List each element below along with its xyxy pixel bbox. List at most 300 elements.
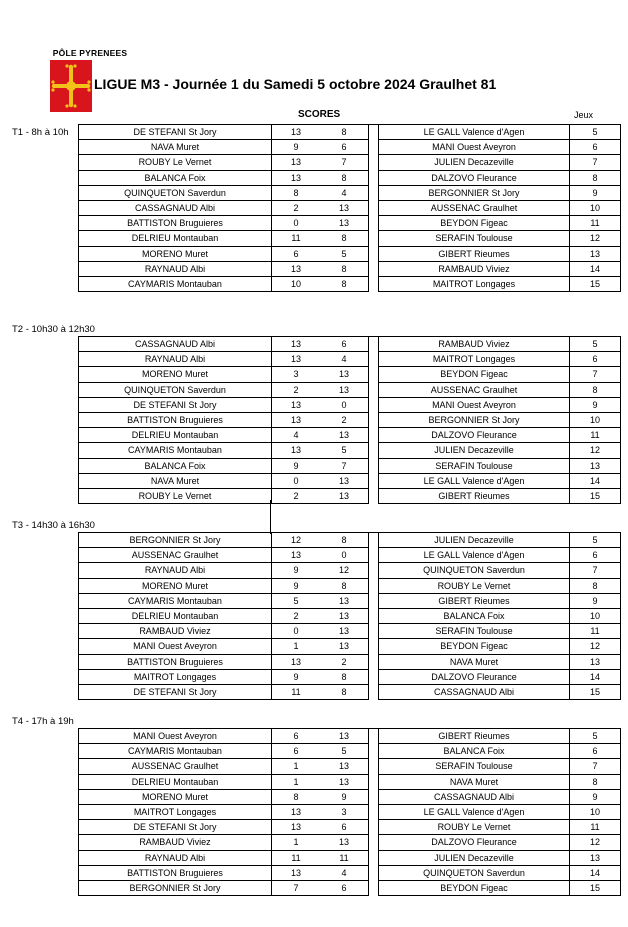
away-score: 8 [320,533,369,548]
away-score: 13 [320,759,369,774]
away-score: 4 [320,865,369,880]
home-score: 10 [272,276,321,291]
away-team: BERGONNIER St Jory [379,412,570,427]
away-team: SERAFIN Toulouse [379,624,570,639]
jeu-number: 12 [570,231,621,246]
spacer [369,578,379,593]
home-team: RAYNAUD Albi [79,352,272,367]
away-score: 4 [320,352,369,367]
home-team: CAYMARIS Montauban [79,276,272,291]
jeux-header: Jeux [574,110,594,120]
away-team: AUSSENAC Graulhet [379,200,570,215]
home-score: 0 [272,624,321,639]
spacer [369,533,379,548]
home-team: BATTISTON Bruguieres [79,865,272,880]
match-row [79,759,621,774]
spacer [369,352,379,367]
jeu-number: 5 [570,533,621,548]
spacer [369,669,379,684]
jeu-number: 12 [570,639,621,654]
match-row [79,397,621,412]
match-row [79,774,621,789]
home-score: 3 [272,367,321,382]
spacer [369,774,379,789]
match-row [79,850,621,865]
jeu-number: 9 [570,593,621,608]
away-team: MAITROT Longages [379,276,570,291]
jeu-number: 15 [570,880,621,895]
match-row [79,276,621,291]
away-team: NAVA Muret [379,654,570,669]
spacer [369,216,379,231]
away-team: DALZOVO Fleurance [379,835,570,850]
home-team: AUSSENAC Graulhet [79,548,272,563]
jeu-number: 11 [570,820,621,835]
spacer [369,835,379,850]
jeu-number: 5 [570,729,621,744]
away-team: LE GALL Valence d'Agen [379,125,570,140]
jeu-number: 7 [570,759,621,774]
away-team: DALZOVO Fleurance [379,669,570,684]
away-score: 13 [320,835,369,850]
home-score: 2 [272,382,321,397]
spacer [369,593,379,608]
jeu-number: 14 [570,865,621,880]
away-team: ROUBY Le Vernet [379,820,570,835]
jeu-number: 12 [570,835,621,850]
away-score: 13 [320,639,369,654]
home-team: MANI Ouest Aveyron [79,729,272,744]
spacer [369,337,379,352]
home-team: MANI Ouest Aveyron [79,639,272,654]
jeu-number: 8 [570,382,621,397]
away-score: 5 [320,443,369,458]
away-score: 8 [320,231,369,246]
home-score: 13 [272,443,321,458]
away-team: JULIEN Decazeville [379,155,570,170]
spacer [369,170,379,185]
match-row [79,337,621,352]
home-score: 11 [272,684,321,699]
home-score: 13 [272,548,321,563]
scores-header: SCORES [298,109,341,120]
away-team: JULIEN Decazeville [379,533,570,548]
away-score: 13 [320,488,369,503]
match-row [79,443,621,458]
away-team: MANI Ouest Aveyron [379,397,570,412]
home-team: ROUBY Le Vernet [79,155,272,170]
round-table [78,336,621,504]
away-score: 7 [320,458,369,473]
away-team: BEYDON Figeac [379,367,570,382]
spacer [369,744,379,759]
jeu-number: 13 [570,458,621,473]
home-score: 11 [272,231,321,246]
away-score: 8 [320,578,369,593]
spacer [369,865,379,880]
home-score: 5 [272,593,321,608]
home-score: 9 [272,140,321,155]
home-team: CAYMARIS Montauban [79,593,272,608]
jeu-number: 14 [570,261,621,276]
logo-text: PÔLE PYRENEES [52,48,128,58]
home-score: 8 [272,185,321,200]
spacer [369,140,379,155]
jeu-number: 7 [570,155,621,170]
away-team: GIBERT Rieumes [379,729,570,744]
spacer [369,367,379,382]
jeu-number: 8 [570,774,621,789]
match-row [79,428,621,443]
home-team: DE STEFANI St Jory [79,684,272,699]
home-team: MORENO Muret [79,578,272,593]
home-team: DELRIEU Montauban [79,231,272,246]
away-score: 5 [320,246,369,261]
spacer [369,639,379,654]
home-team: RAYNAUD Albi [79,563,272,578]
away-team: GIBERT Rieumes [379,246,570,261]
match-row [79,533,621,548]
home-score: 1 [272,639,321,654]
away-team: RAMBAUD Viviez [379,337,570,352]
spacer [369,276,379,291]
home-score: 4 [272,428,321,443]
spacer [369,684,379,699]
home-score: 8 [272,789,321,804]
away-team: LE GALL Valence d'Agen [379,548,570,563]
away-score: 6 [320,337,369,352]
home-score: 6 [272,744,321,759]
away-score: 13 [320,382,369,397]
away-score: 8 [320,125,369,140]
match-row [79,185,621,200]
home-score: 1 [272,835,321,850]
away-team: BEYDON Figeac [379,639,570,654]
home-team: ROUBY Le Vernet [79,488,272,503]
away-team: RAMBAUD Viviez [379,261,570,276]
away-team: DALZOVO Fleurance [379,428,570,443]
match-row [79,548,621,563]
jeu-number: 15 [570,276,621,291]
away-score: 13 [320,428,369,443]
away-team: BEYDON Figeac [379,880,570,895]
spacer [369,246,379,261]
home-score: 13 [272,654,321,669]
match-row [79,246,621,261]
away-team: GIBERT Rieumes [379,488,570,503]
away-score: 13 [320,774,369,789]
away-score: 6 [320,880,369,895]
away-team: GIBERT Rieumes [379,593,570,608]
round-table [78,532,621,700]
match-row [79,216,621,231]
home-score: 6 [272,246,321,261]
away-score: 5 [320,744,369,759]
away-score: 6 [320,820,369,835]
away-score: 13 [320,608,369,623]
home-team: BERGONNIER St Jory [79,533,272,548]
jeu-number: 5 [570,337,621,352]
home-team: DELRIEU Montauban [79,608,272,623]
spacer [369,880,379,895]
jeu-number: 6 [570,352,621,367]
jeu-number: 7 [570,563,621,578]
away-score: 4 [320,185,369,200]
match-row [79,125,621,140]
home-team: BATTISTON Bruguieres [79,216,272,231]
match-row [79,231,621,246]
home-team: DE STEFANI St Jory [79,820,272,835]
match-row [79,669,621,684]
spacer [369,231,379,246]
home-team: RAMBAUD Viviez [79,624,272,639]
spacer [369,729,379,744]
home-score: 9 [272,578,321,593]
home-team: RAYNAUD Albi [79,850,272,865]
jeu-number: 15 [570,684,621,699]
match-row [79,458,621,473]
round-table [78,728,621,896]
home-score: 13 [272,170,321,185]
match-row [79,382,621,397]
away-score: 6 [320,140,369,155]
match-row [79,624,621,639]
match-row [79,488,621,503]
match-row [79,804,621,819]
home-score: 2 [272,488,321,503]
home-team: DE STEFANI St Jory [79,397,272,412]
match-row [79,261,621,276]
page-title: LIGUE M3 - Journée 1 du Samedi 5 octobre 2024 Graulhet 81 [94,76,497,92]
away-team: SERAFIN Toulouse [379,458,570,473]
away-score: 0 [320,548,369,563]
spacer [369,428,379,443]
home-score: 0 [272,473,321,488]
away-team: QUINQUETON Saverdun [379,563,570,578]
jeu-number: 13 [570,850,621,865]
away-score: 13 [320,624,369,639]
match-row [79,200,621,215]
home-score: 13 [272,412,321,427]
spacer [369,261,379,276]
home-score: 13 [272,155,321,170]
jeu-number: 11 [570,216,621,231]
round-label: T4 - 17h à 19h [12,716,74,727]
home-score: 13 [272,397,321,412]
jeu-number: 7 [570,367,621,382]
home-score: 13 [272,261,321,276]
away-score: 8 [320,276,369,291]
home-team: CAYMARIS Montauban [79,443,272,458]
jeu-number: 14 [570,669,621,684]
home-team: MORENO Muret [79,246,272,261]
match-row [79,880,621,895]
away-score: 13 [320,729,369,744]
jeu-number: 9 [570,397,621,412]
spacer [369,458,379,473]
spacer [369,397,379,412]
jeu-number: 6 [570,140,621,155]
home-team: RAYNAUD Albi [79,261,272,276]
home-score: 11 [272,850,321,865]
match-row [79,865,621,880]
jeu-number: 13 [570,246,621,261]
spacer [369,488,379,503]
away-score: 13 [320,216,369,231]
match-row [79,367,621,382]
match-row [79,820,621,835]
jeu-number: 13 [570,654,621,669]
home-score: 13 [272,820,321,835]
jeu-number: 10 [570,200,621,215]
away-team: JULIEN Decazeville [379,443,570,458]
away-score: 2 [320,654,369,669]
spacer [369,759,379,774]
jeu-number: 10 [570,804,621,819]
round-label: T1 - 8h à 10h [12,127,69,138]
spacer [369,200,379,215]
match-row [79,140,621,155]
jeu-number: 8 [570,578,621,593]
home-score: 1 [272,774,321,789]
home-team: MAITROT Longages [79,804,272,819]
home-team: DE STEFANI St Jory [79,125,272,140]
away-score: 0 [320,397,369,412]
away-score: 13 [320,200,369,215]
away-team: DALZOVO Fleurance [379,170,570,185]
home-team: CASSAGNAUD Albi [79,337,272,352]
divider [270,500,271,534]
spacer [369,412,379,427]
away-score: 8 [320,170,369,185]
match-row [79,789,621,804]
home-team: QUINQUETON Saverdun [79,185,272,200]
home-team: AUSSENAC Graulhet [79,759,272,774]
jeu-number: 15 [570,488,621,503]
home-score: 9 [272,669,321,684]
away-score: 8 [320,261,369,276]
away-team: LE GALL Valence d'Agen [379,473,570,488]
jeu-number: 12 [570,443,621,458]
match-row [79,578,621,593]
spacer [369,473,379,488]
home-score: 13 [272,865,321,880]
home-team: NAVA Muret [79,473,272,488]
match-row [79,835,621,850]
jeu-number: 6 [570,744,621,759]
away-score: 8 [320,669,369,684]
away-team: BEYDON Figeac [379,216,570,231]
jeu-number: 9 [570,185,621,200]
away-score: 13 [320,593,369,608]
home-team: DELRIEU Montauban [79,428,272,443]
match-row [79,744,621,759]
home-team: MORENO Muret [79,367,272,382]
match-row [79,639,621,654]
spacer [369,789,379,804]
away-score: 8 [320,684,369,699]
match-row [79,608,621,623]
jeu-number: 14 [570,473,621,488]
home-score: 2 [272,200,321,215]
away-score: 9 [320,789,369,804]
match-row [79,170,621,185]
away-score: 12 [320,563,369,578]
home-score: 9 [272,458,321,473]
away-score: 2 [320,412,369,427]
match-row [79,473,621,488]
jeu-number: 11 [570,428,621,443]
spacer [369,125,379,140]
round-label: T3 - 14h30 à 16h30 [12,520,95,531]
home-score: 13 [272,337,321,352]
jeu-number: 6 [570,548,621,563]
away-team: LE GALL Valence d'Agen [379,804,570,819]
match-row [79,563,621,578]
jeu-number: 11 [570,624,621,639]
away-team: NAVA Muret [379,774,570,789]
match-row [79,684,621,699]
away-score: 3 [320,804,369,819]
away-team: JULIEN Decazeville [379,850,570,865]
home-team: CAYMARIS Montauban [79,744,272,759]
jeu-number: 10 [570,608,621,623]
home-score: 13 [272,125,321,140]
away-score: 13 [320,473,369,488]
match-row [79,155,621,170]
away-team: BALANCA Foix [379,608,570,623]
home-score: 0 [272,216,321,231]
home-team: BATTISTON Bruguieres [79,654,272,669]
spacer [369,443,379,458]
home-team: BALANCA Foix [79,458,272,473]
home-team: MAITROT Longages [79,669,272,684]
home-score: 6 [272,729,321,744]
match-row [79,593,621,608]
jeu-number: 10 [570,412,621,427]
away-team: ROUBY Le Vernet [379,578,570,593]
away-score: 7 [320,155,369,170]
away-team: QUINQUETON Saverdun [379,865,570,880]
away-team: BALANCA Foix [379,744,570,759]
spacer [369,608,379,623]
spacer [369,382,379,397]
home-score: 7 [272,880,321,895]
jeu-number: 5 [570,125,621,140]
spacer [369,850,379,865]
round-label: T2 - 10h30 à 12h30 [12,324,95,335]
away-team: BERGONNIER St Jory [379,185,570,200]
spacer [369,185,379,200]
home-score: 2 [272,608,321,623]
home-score: 13 [272,804,321,819]
match-row [79,654,621,669]
home-team: QUINQUETON Saverdun [79,382,272,397]
spacer [369,563,379,578]
home-team: DELRIEU Montauban [79,774,272,789]
round-table [78,124,621,292]
away-team: AUSSENAC Graulhet [379,382,570,397]
away-team: MANI Ouest Aveyron [379,140,570,155]
spacer [369,804,379,819]
occitan-cross-icon [50,60,92,112]
home-team: BALANCA Foix [79,170,272,185]
spacer [369,820,379,835]
spacer [369,548,379,563]
home-team: CASSAGNAUD Albi [79,200,272,215]
away-score: 11 [320,850,369,865]
spacer [369,155,379,170]
